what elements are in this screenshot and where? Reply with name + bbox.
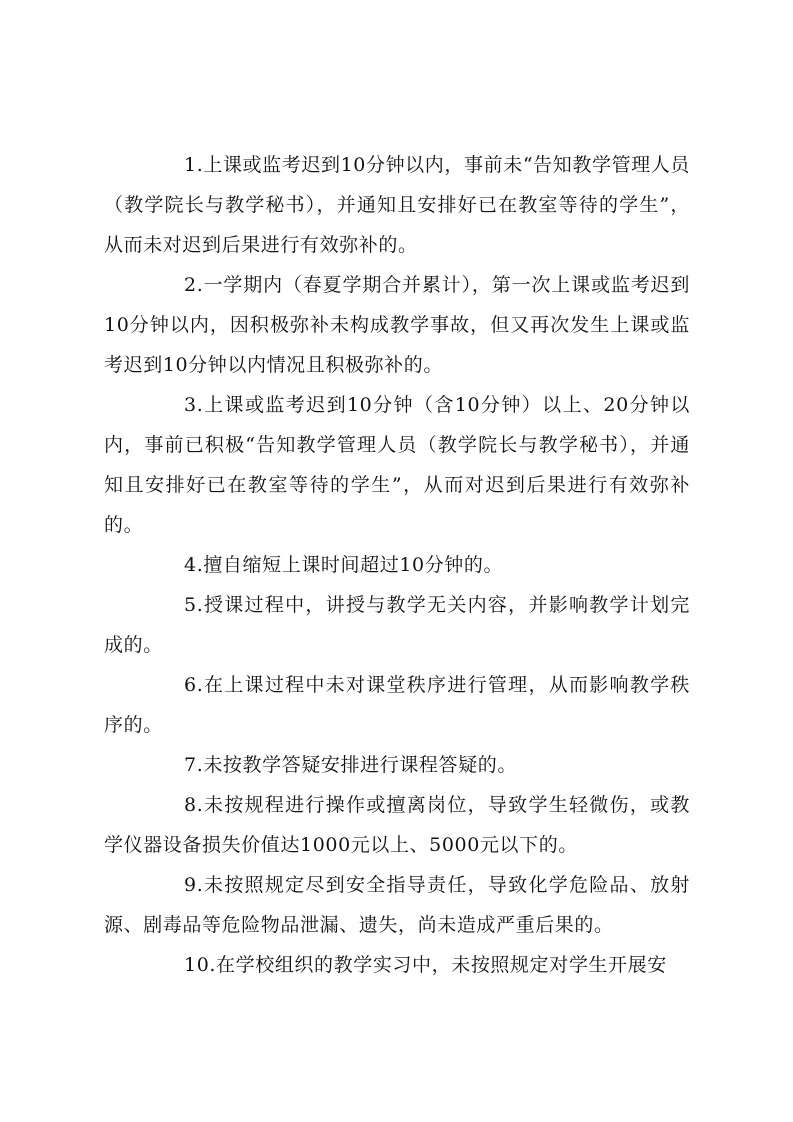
item-text: 在学校组织的教学实习中，未按照规定对学生开展安	[216, 954, 667, 976]
list-item	[104, 145, 690, 265]
item-text: 未按照规定尽到安全指导责任，导致化学危险品、放射源、剧毒品等危险物品泄漏、遗失，尚未造成严重后果的。	[104, 874, 690, 936]
item-text: 擅自缩短上课时间超过10分钟的。	[203, 554, 504, 576]
item-text: 未按教学答疑安排进行课程答疑的。	[203, 754, 517, 776]
list-item	[104, 665, 690, 745]
item-number: 4.	[184, 554, 204, 576]
item-text: 在上课过程中未对课堂秩序进行管理，从而影响教学秩序的。	[104, 674, 690, 736]
list-item	[104, 945, 690, 985]
list-item	[104, 385, 690, 545]
item-number: 9.	[184, 874, 204, 896]
list-item	[104, 865, 690, 945]
item-number: 2.	[184, 274, 204, 296]
item-number: 8.	[184, 794, 204, 816]
rules-list	[104, 145, 690, 985]
item-text: 未按规程进行操作或擅离岗位，导致学生轻微伤，或教学仪器设备损失价值达1000元以上、5000元以下的。	[104, 794, 690, 856]
item-text: 上课或监考迟到10分钟以内，事前未“告知教学管理人员（教学院长与教学秘书），并通知且安排好已在教室等待的学生”，从而未对迟到后果进行有效弥补的。	[104, 154, 690, 256]
item-number: 1.	[184, 154, 204, 176]
list-item	[104, 265, 690, 385]
item-number: 6.	[184, 674, 204, 696]
list-item	[104, 745, 690, 785]
item-number: 5.	[184, 594, 204, 616]
item-number: 7.	[184, 754, 204, 776]
item-text: 一学期内（春夏学期合并累计），第一次上课或监考迟到10分钟以内，因积极弥补未构成教学事故，但又再次发生上课或监考迟到10分钟以内情况且积极弥补的。	[104, 274, 690, 376]
item-number: 10.	[184, 954, 217, 976]
list-item	[104, 785, 690, 865]
list-item	[104, 585, 690, 665]
list-item	[104, 545, 690, 585]
item-text: 授课过程中，讲授与教学无关内容，并影响教学计划完成的。	[104, 594, 690, 656]
item-number: 3.	[184, 394, 204, 416]
item-text: 上课或监考迟到10分钟（含10分钟）以上、20分钟以内，事前已积极“告知教学管理人员（教学院长与教学秘书），并通知且安排好已在教室等待的学生”，从而对迟到后果进行有效弥补的。	[104, 394, 690, 536]
